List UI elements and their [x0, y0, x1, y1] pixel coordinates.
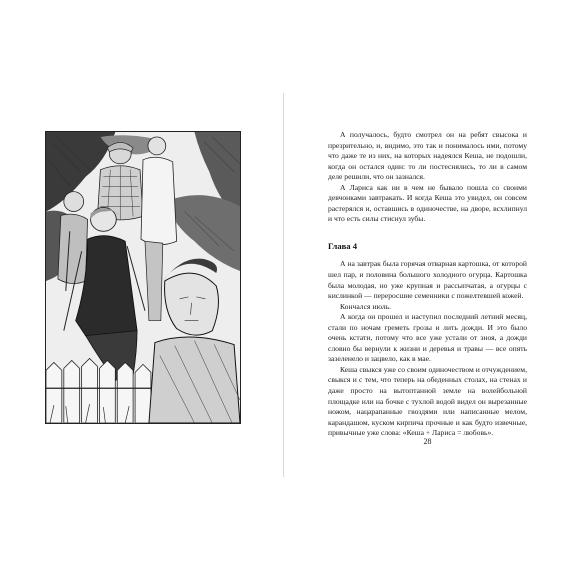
- paragraph: А получалось, будто смотрел он на ребят свысока и презрительно, и, видимо, это так и понималось ими, потому что даже те из них, на которых надеялся Кеша, не подошли, когда он остался один: то ли постеснялись, то ли в самом деле решили, что он зазнался.: [328, 130, 527, 182]
- paragraph: А когда он прошел и наступил последний летний месяц, стали по ночам греметь грозы и лить дожди. И это было очень кстати, потому что все уже устали от зноя, а дожди словно бы вернули к жизни и деревья и травы — все опять зазеленело и зацвело, как в мае.: [328, 312, 527, 364]
- paragraph: А Лариса как ни в чем не бывало пошла со своими девчонками завтракать. И когда Кеша это увидел, он совсем растерялся и, оставшись в одиночестве, на дворе, всхлипнул и что есть силы стиснул зубы.: [328, 182, 527, 224]
- chapter-title: Глава 4: [328, 240, 357, 251]
- paragraph: А на завтрак была горячая отварная картошка, от которой шел пар, и половина большого холодного огурца. Картошка была молодая, но уже крупная и рассыпчатая, а огурцы с кислинкой — переросшие семенники с пожелтевшей кожей.: [328, 259, 527, 301]
- body-text: [328, 130, 527, 439]
- left-page: [0, 93, 284, 477]
- paragraph: Кеша свыкся уже со своим одиночеством и отчуждением, свыкся и с тем, что теперь на обеденных столах, на стенах и даже просто на вытоптанной земле на волейбольной площадке или на бочке с тухлой водой видел он вырезанные ножом, нацарапанные гвоздями или написанные мелом, карандашом, куском кирпича прочные и как будто извечные, привычные уже слова: «Кеша + Лариса = любовь».: [328, 364, 527, 438]
- illustration-drawing: [46, 132, 240, 423]
- right-page: [285, 93, 570, 477]
- illustration-children-at-fence: [45, 131, 241, 424]
- page-number: 28: [423, 437, 432, 446]
- paragraph: Кончался июль.: [340, 301, 392, 311]
